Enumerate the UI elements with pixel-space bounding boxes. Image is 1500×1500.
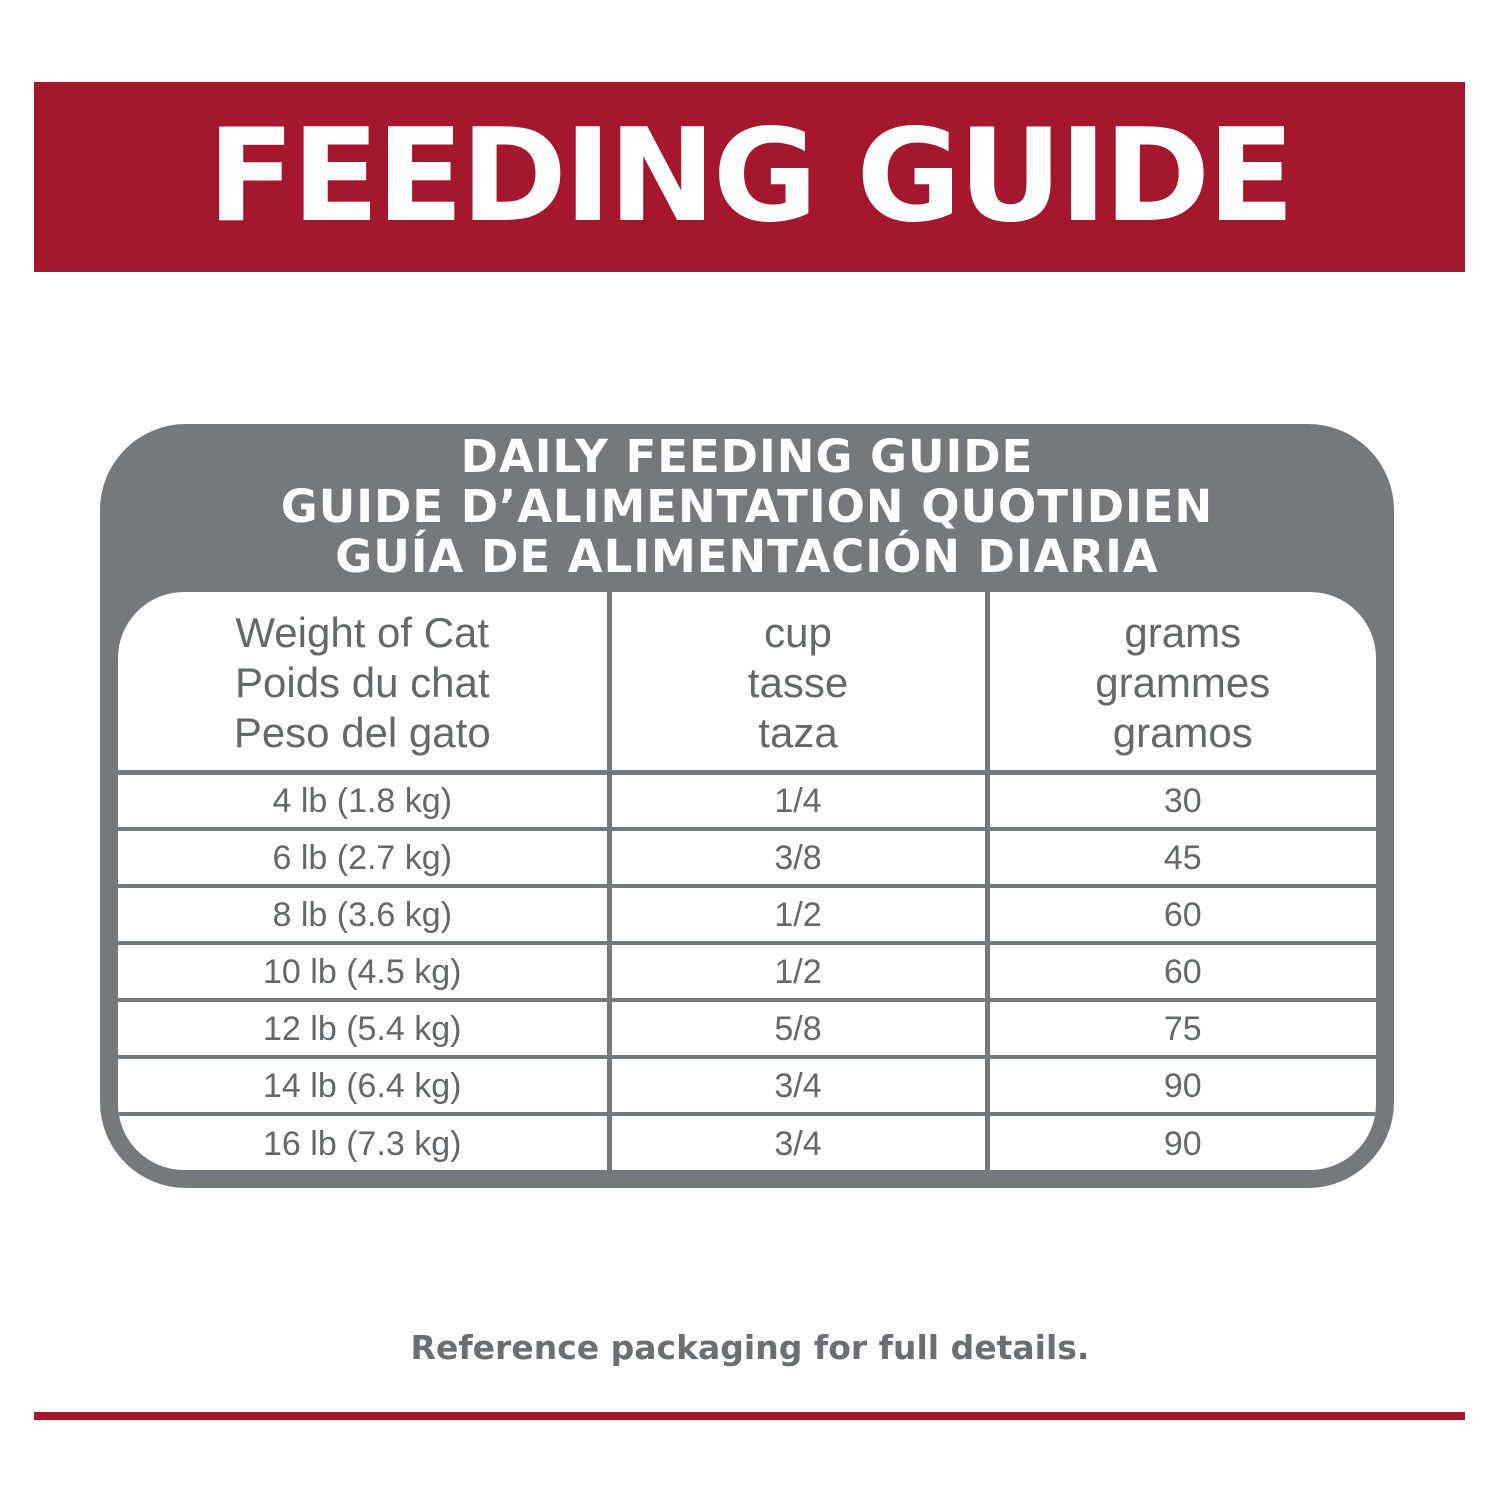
table-row: [118, 772, 1376, 829]
table-row: [118, 886, 1376, 943]
column-header-weight: [118, 592, 609, 772]
feeding-table-panel: [118, 592, 1376, 1170]
title-banner: [34, 82, 1465, 272]
grams-cell: 75: [987, 1000, 1376, 1057]
cup-cell: 3/4: [609, 1114, 987, 1170]
grams-cell: 90: [987, 1114, 1376, 1170]
column-header-cup: [609, 592, 987, 772]
page-title: FEEDING GUIDE: [207, 102, 1292, 251]
feeding-table: [118, 592, 1376, 1170]
weight-cell: 16 lb (7.3 kg): [263, 1124, 462, 1163]
table-row: [118, 829, 1376, 886]
grams-cell: 30: [987, 772, 1376, 829]
table-row: [118, 1114, 1376, 1170]
cup-cell: 3/8: [609, 829, 987, 886]
column-header-line: Peso del gato: [233, 708, 491, 756]
column-header-grams: [987, 592, 1376, 772]
column-header-line: grammes: [1095, 658, 1271, 706]
column-header-line: gramos: [1112, 708, 1253, 756]
table-row: [118, 943, 1376, 1000]
weight-cell: 4 lb (1.8 kg): [118, 772, 609, 829]
grams-cell: 45: [987, 829, 1376, 886]
weight-cell: 8 lb (3.6 kg): [118, 886, 609, 943]
cup-cell: 5/8: [609, 1000, 987, 1057]
bottom-divider: [34, 1412, 1465, 1420]
table-header-row: [118, 592, 1376, 772]
guide-heading-spanish: GUÍA DE ALIMENTACIÓN DIARIA: [335, 530, 1159, 583]
column-header-line: taza: [758, 708, 838, 756]
column-header-line: cup: [764, 608, 832, 656]
table-row: [118, 1057, 1376, 1114]
weight-cell: 6 lb (2.7 kg): [118, 829, 609, 886]
grams-cell: 60: [987, 886, 1376, 943]
guide-heading-english: DAILY FEEDING GUIDE: [460, 430, 1034, 483]
column-header-line: grams: [1124, 608, 1242, 656]
column-header-line: tasse: [747, 658, 849, 706]
guide-headings: [100, 432, 1394, 602]
grams-cell: 60: [987, 943, 1376, 1000]
column-header-line: Poids du chat: [234, 658, 490, 706]
cup-cell: 1/2: [609, 886, 987, 943]
weight-cell: 14 lb (6.4 kg): [118, 1057, 609, 1114]
weight-cell: 12 lb (5.4 kg): [118, 1000, 609, 1057]
table-row: [118, 1000, 1376, 1057]
weight-cell: 10 lb (4.5 kg): [118, 943, 609, 1000]
daily-feeding-guide-card: [100, 424, 1394, 1188]
column-header-line: Weight of Cat: [235, 608, 490, 656]
grams-cell: 90: [987, 1057, 1376, 1114]
reference-note: Reference packaging for full details.: [410, 1328, 1090, 1367]
cup-cell: 1/4: [609, 772, 987, 829]
cup-cell: 3/4: [609, 1057, 987, 1114]
cup-cell: 1/2: [609, 943, 987, 1000]
guide-heading-french: GUIDE D’ALIMENTATION QUOTIDIEN: [280, 480, 1214, 533]
